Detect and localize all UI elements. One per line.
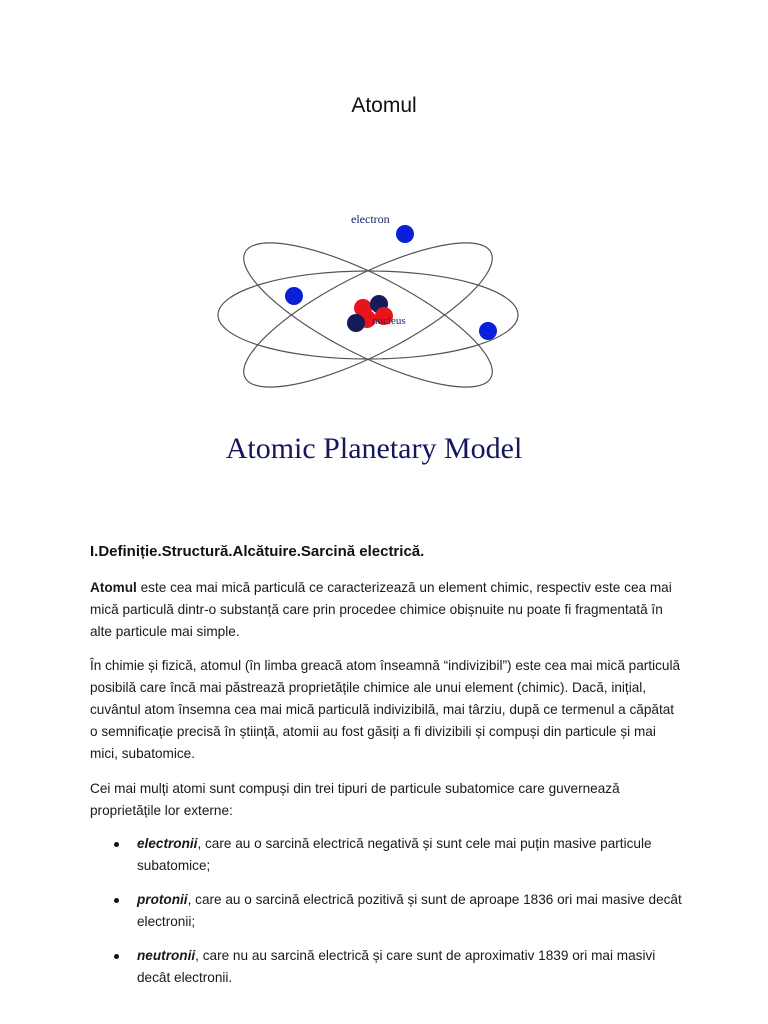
list-item-term: electronii — [137, 836, 198, 851]
nucleus-neutron — [347, 314, 365, 332]
electron-label: electron — [351, 212, 390, 226]
list-item — [90, 945, 690, 989]
list-item-term: protonii — [137, 892, 188, 907]
particle-list — [90, 833, 690, 1001]
page-title: Atomul — [351, 94, 417, 117]
section-heading: I.Definiție.Structură.Alcătuire.Sarcină electrică. — [90, 543, 425, 560]
paragraph-particles-intro: Cei mai mulți atomi sunt compuși din trei tipuri de particule subatomice care guvernează proprietățile lor externe: — [90, 781, 620, 818]
paragraph-definition — [90, 577, 682, 643]
figure-caption: Atomic Planetary Model — [225, 432, 523, 465]
list-item-term: neutronii — [137, 948, 196, 963]
list-item-text: , care au o sarcină electrică negativă și sunt cele mai puțin masive particule subatomice; — [137, 836, 652, 873]
paragraph-etymology: În chimie și fizică, atomul (în limba greacă atom înseamnă “indivizibil”) este cea mai mică particulă posibilă care încă mai păstrează proprietățile chimice ale unui element (chimic). Dacă, inițial, cuvântul atom însemna cea mai mică particulă indivizibilă, mai târziu, după ce termenul a căpătat o semnificație precisă în știință, atomii au fost găsiți a fi divizibili și compuși din particule și mai mici, subatomice. — [90, 658, 681, 761]
nucleus-label: nucleus — [372, 315, 406, 327]
paragraph-text: este cea mai mică particulă ce caracterizează un element chimic, respectiv este cea mai mică particulă dintr-o substanță care prin procedee chimice obișnuite nu poate fi fragmentată în alte particule mai simple. — [90, 580, 672, 639]
list-item — [90, 833, 690, 877]
electron-right — [479, 322, 497, 340]
bullet-icon — [114, 898, 119, 903]
electron-left — [285, 287, 303, 305]
bullet-icon — [114, 842, 119, 847]
bullet-icon — [114, 954, 119, 959]
electron-top — [396, 225, 414, 243]
atom-figure — [212, 200, 538, 472]
paragraph-lead-term: Atomul — [90, 580, 137, 595]
list-item-text: , care au o sarcină electrică pozitivă și sunt de aproape 1836 ori mai masive decât electronii; — [137, 892, 682, 929]
list-item-text: , care nu au sarcină electrică și care sunt de aproximativ 1839 ori mai masivi decât electronii. — [137, 948, 656, 985]
list-item — [90, 889, 690, 933]
atom-diagram — [212, 200, 538, 472]
